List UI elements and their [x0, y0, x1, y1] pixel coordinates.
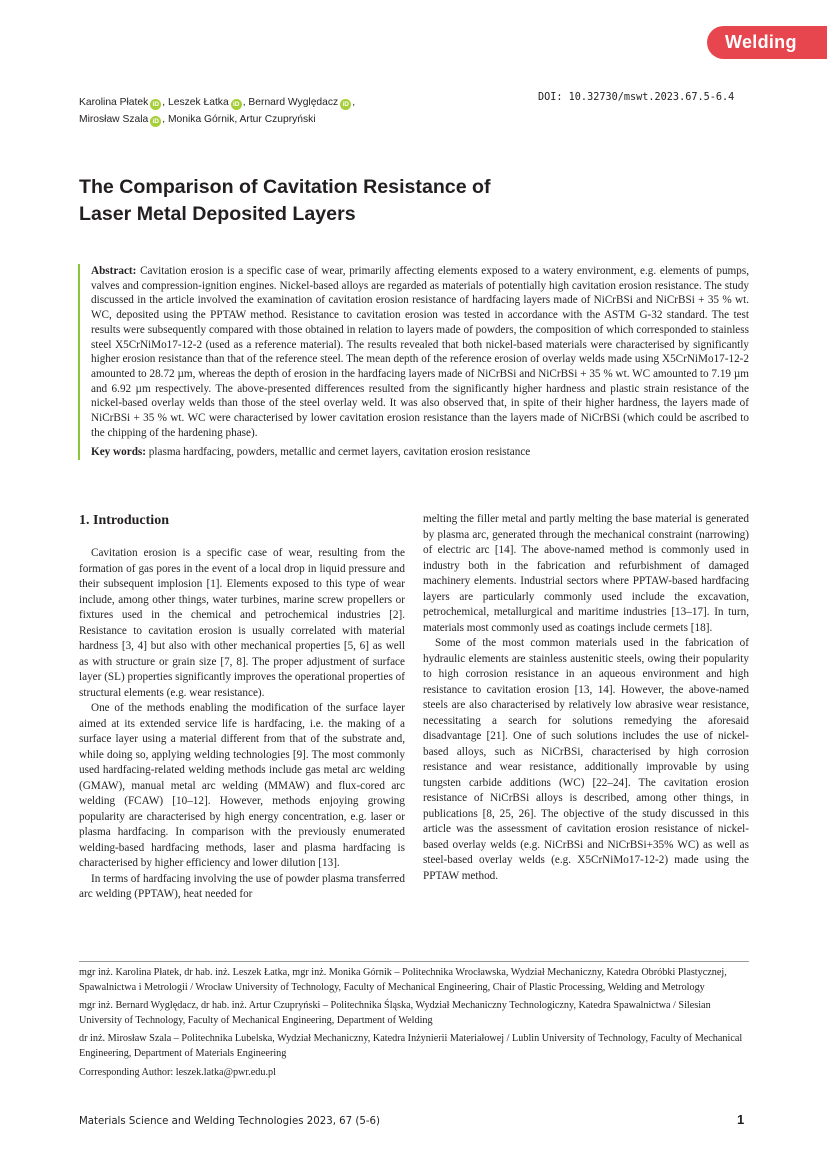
- paper-title: [79, 174, 639, 228]
- affiliations-block: [79, 966, 749, 1084]
- author-name[interactable]: Monika Górnik, Artur Czupryński: [167, 114, 316, 125]
- right-column: [423, 512, 749, 884]
- abstract-paragraph: [91, 264, 749, 440]
- author-name[interactable]: Mirosław Szala: [79, 114, 149, 125]
- abstract-text: Cavitation erosion is a specific case of wear, primarily affecting elements exposed to a watery environment, e.g. elements of pumps, valves and compression-ignition engines. Nickel-based alloys are regarded as materials of potentially high cavitation erosion resistance. The study discussed in the article involved the examination of cavitation erosion resistance of hardfacing layers made of NiCrBSi and NiCrBSi + 35 % wt. WC, deposited using the PPTAW method. Resistance to cavitation erosion was tested in accordance with the ASTM G-32 standard. The test results were subsequently compared with those obtained in relation to layers made of powders, the composition of which corresponded to stainless steel X5CrNiMo17-12-2 (used as a reference material). The results revealed that both nickel-based materials were characterised by significantly higher erosion resistance than that of the reference steel. The mean depth of the reference erosion of overlay welds made using X5CrNiMo17-12-2 amounted to 28.72 µm, whereas the depth of erosion in the hardfacing layers made of NiCrBSi and NiCrBSi + 35 % wt. WC amounted to 7.19 µm and 6.92 µm respectively. The above-presented differences resulted from the significantly higher hardness and plastic strain resistance of the nickel-based overlay welds than those of the steel overlay weld. It was also observed that, in spite of their higher hardness, the layers made of NiCrBSi + 35 % wt. WC were characterised by lower cavitation erosion resistance than the layers made of NiCrBSi (which could be ascribed to the chipping of the hardening phase).: [91, 265, 750, 439]
- author-list: [79, 94, 519, 128]
- orcid-icon[interactable]: iD: [231, 99, 242, 110]
- affiliation-entry: mgr inż. Bernard Wyględacz, dr hab. inż. Artur Czupryński – Politechnika Śląska, Wydział Mechaniczny Technologiczny, Katedra Spawalnictwa / Silesian University of Technology, Faculty of Mechanical Engineering, Department of Welding: [79, 1000, 711, 1026]
- affiliation-entry: mgr inż. Karolina Płatek, dr hab. inż. Leszek Łatka, mgr inż. Monika Górnik – Politechnika Wrocławska, Wydział Mechaniczny, Katedra Obróbki Plastycznej, Spawalnictwa i Metrologii / Wrocław University of Technology, Faculty of Mechanical Engineering, Chair of Plastic Processing, Welding and Metrology: [79, 967, 727, 993]
- keywords-text: plasma hardfacing, powders, metallic and cermet layers, cavitation erosion resistance: [148, 446, 531, 459]
- body-paragraph: Cavitation erosion is a specific case of wear, resulting from the formation of gas pores in the event of a local drop in liquid pressure and their subsequent implosion [1]. Elements exposed to this type of wear include, among other things, water turbines, marine screw propellers or fixtures used in the chemical and petrochemical industries [2]. Resistance to cavitation erosion is usually correlated with material hardness [3, 4] but also with other mechanical properties [5, 6] as well as with structure or grain size [7, 8]. The proper adjustment of surface layer (SL) properties significantly improves the operational properties of structural elements (e.g. wear resistance).: [79, 547, 405, 699]
- orcid-icon[interactable]: iD: [150, 116, 161, 127]
- author-name[interactable]: Karolina Płatek: [79, 97, 149, 108]
- author-name[interactable]: Leszek Łatka: [168, 97, 229, 108]
- author-separator: ,: [162, 114, 168, 125]
- abstract-label: Abstract:: [91, 265, 137, 277]
- left-column: [79, 546, 405, 903]
- body-paragraph: One of the methods enabling the modification of the surface layer aimed at its extended service life is hardfacing, i.e. the making of a surface layer using a material different from that of the substrate and, while doing so, applying welding technologies [9]. The most commonly used hardfacing-related welding methods include gas metal arc welding (GMAW), manual metal arc welding (MMAW) and flux-cored arc welding (FCAW) [10–12]. However, methods enjoying growing popularity are characterised by high energy concentration, e.g. laser or plasma hardfacing. In comparison with the previously enumerated welding-based hardfacing methods, laser and plasma hardfacing is characterised by higher efficiency and lower dilution [13].: [79, 702, 405, 869]
- journal-footer: Materials Science and Welding Technologies 2023, 67 (5-6): [79, 1116, 380, 1127]
- orcid-icon[interactable]: iD: [340, 99, 351, 110]
- doi-link[interactable]: DOI: 10.32730/mswt.2023.67.5-6.4: [538, 92, 735, 103]
- author-name[interactable]: Bernard Wyględacz: [248, 97, 339, 108]
- author-separator: ,: [242, 97, 249, 108]
- page-number: 1: [737, 1112, 745, 1127]
- author-separator: ,: [162, 97, 168, 108]
- keywords-label: Key words:: [91, 446, 146, 459]
- body-paragraph: melting the filler metal and partly melting the base material is generated by plasma arc, generated through the mechanical constraint (narrowing) of electric arc [14]. The above-named method is commonly used in industry both in the fabrication and refurbishment of damaged machinery elements. Industrial sectors where PPTAW-based hardfacing layers are particularly commonly used include the excavation, petrochemical, metallurgical and maritime industries [13–17]. In turn, materials most commonly used as coatings include cermets [18].: [423, 513, 749, 634]
- title-line: The Comparison of Cavitation Resistance of: [79, 176, 491, 198]
- corresponding-author[interactable]: Corresponding Author: leszek.latka@pwr.edu.pl: [79, 1066, 276, 1078]
- affiliation-entry: dr inż. Mirosław Szala – Politechnika Lubelska, Wydział Mechaniczny, Katedra Inżynierii Materiałowej / Lublin University of Technology, Faculty of Mechanical Engineering, Department of Materials Engineering: [79, 1033, 743, 1059]
- affiliation-divider: [79, 961, 749, 962]
- author-separator: ,: [352, 97, 356, 108]
- section-tag: Welding: [707, 26, 827, 59]
- orcid-icon[interactable]: iD: [150, 99, 161, 110]
- body-paragraph: Some of the most common materials used in the fabrication of hydraulic elements are stainless austenitic steels, owing their popularity to high corrosion resistance in an aqueous environment and high resistance to cavitation erosion [13, 14]. However, the above-named steels are also characterised by relatively low abrasive wear resistance, necessitating a search for solutions remedying the aforesaid disadvantage [21]. One of such solutions includes the use of nickel-based alloys, such as NiCrBSi, characterised by high corrosion resistance and wear resistance, additionally improvable by using tungsten carbide additions (WC) [22–24]. The cavitation erosion resistance of NiCrBSi alloys is described, among other things, in publications [8, 25, 26]. The objective of the study discussed in this article was the assessment of cavitation erosion resistance of nickel-based overlay welds (e.g. NiCrBSi and NiCrBSi+35% WC) as well as steel-based overlay welds (e.g. X5CrNiMo17-12-2) made using the PPTAW method.: [423, 637, 749, 882]
- section-heading: 1. Introduction: [79, 513, 169, 528]
- body-paragraph: In terms of hardfacing involving the use of powder plasma transferred arc welding (PPTAW), heat needed for: [79, 872, 405, 900]
- keywords-paragraph: [91, 445, 749, 460]
- title-line: Laser Metal Deposited Layers: [79, 203, 356, 225]
- abstract-block: [78, 264, 749, 460]
